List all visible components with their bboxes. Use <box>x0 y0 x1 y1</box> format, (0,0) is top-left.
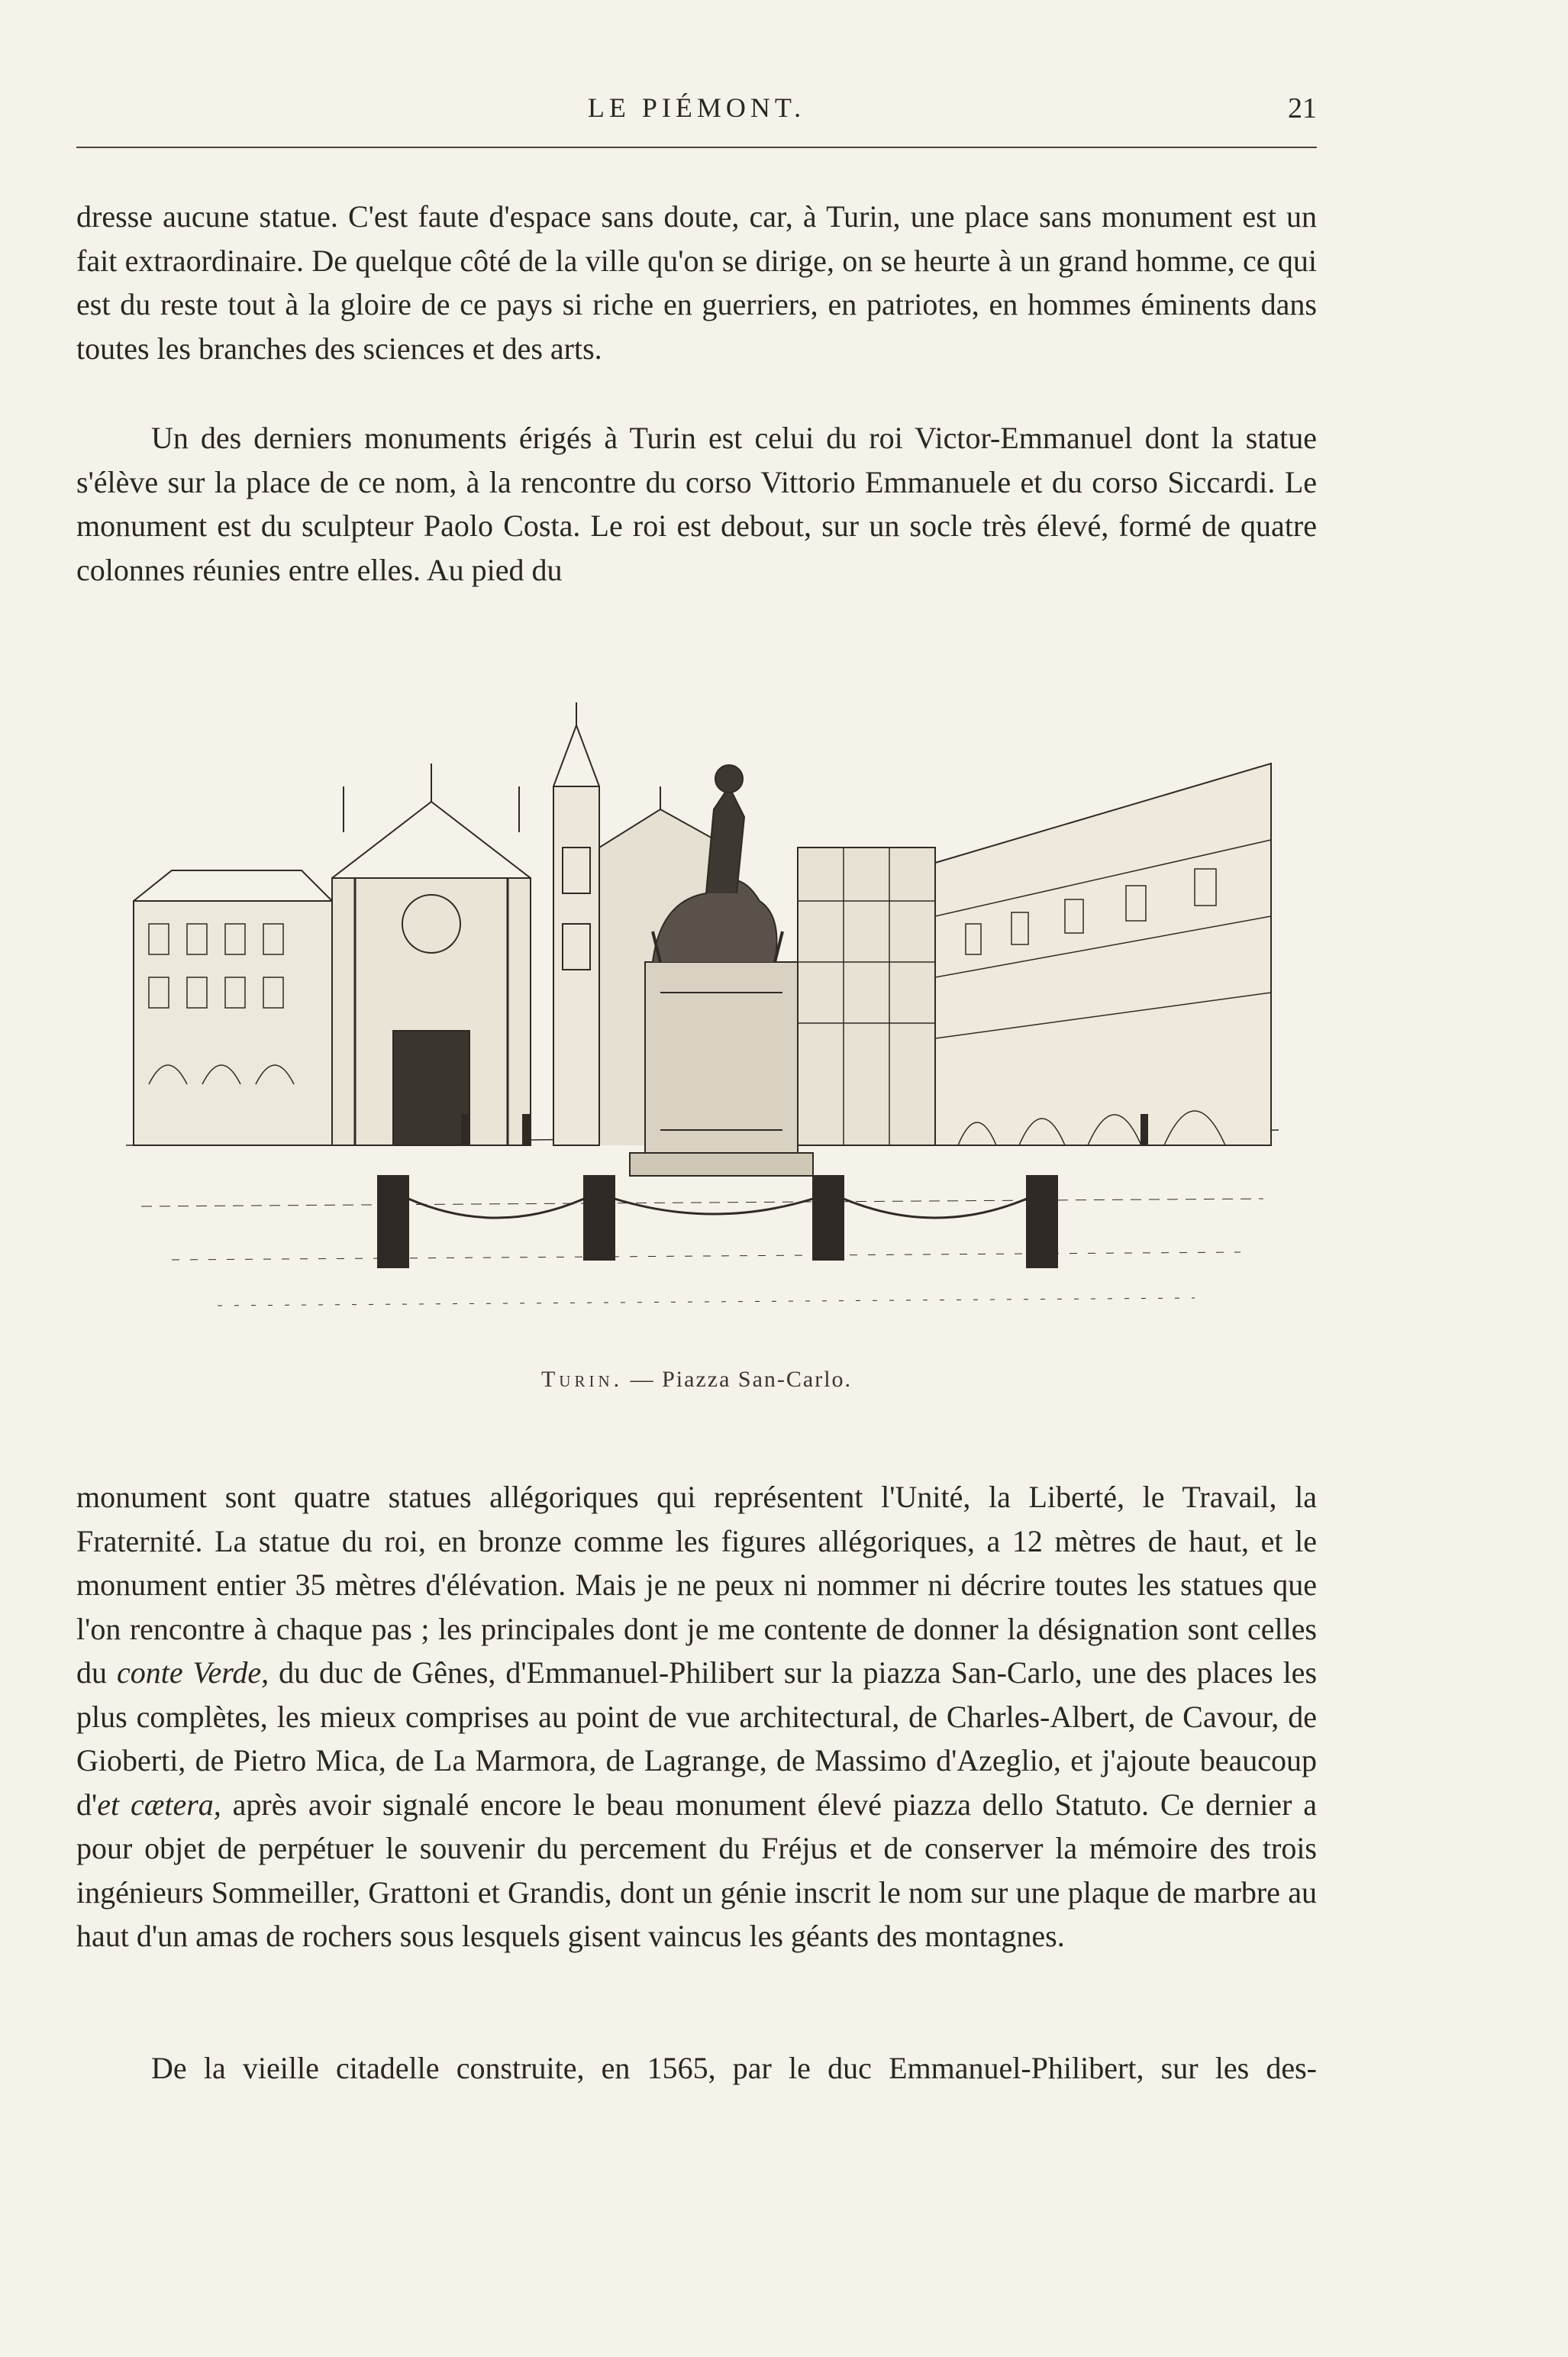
page-number: 21 <box>1288 92 1317 124</box>
caption-city: Turin. <box>540 1367 624 1392</box>
paragraph-3 <box>76 1475 1317 1958</box>
caption-place: Piazza San-Carlo. <box>662 1367 853 1392</box>
paragraph-2: Un des derniers monuments érigés à Turin est celui du roi Victor-Emmanuel dont la statue s'élève sur la place de ce nom, à la rencontre du corso Vittorio Emmanuele et du corso Siccardi. Le monument est du sculpteur Paolo Costa. Le roi est debout, sur un socle très élevé, formé de quatre colonnes réunies entre elles. Au pied du <box>76 421 1317 587</box>
italic-conte-verde: conte Verde, <box>116 1655 269 1690</box>
figure-caption <box>76 1367 1317 1393</box>
header-rule <box>76 147 1317 148</box>
paragraph-4: De la vieille citadelle construite, en 1565, par le duc Emmanuel-Philibert, sur les des- <box>151 2051 1317 2085</box>
engraving-piazza-san-carlo <box>126 672 1279 1359</box>
paragraph-3-part-c: après avoir signalé encore le beau monument élevé piazza dello Statuto. Ce dernier a pour objet de perpétuer le souvenir du percement du Fréjus et de conserver la mémoire des trois ingénieurs Sommeiller, Grattoni et Grandis, dont un génie inscrit le nom sur une plaque de marbre au haut d'un amas de rochers sous lesquels gisent vaincus les géants des montagnes. <box>76 1787 1317 1953</box>
caption-separator: — <box>623 1367 663 1392</box>
italic-et-caetera: et cætera, <box>97 1787 221 1822</box>
running-head <box>76 92 1317 137</box>
paragraph-1: dresse aucune statue. C'est faute d'espace sans doute, car, à Turin, une place sans monument est un fait extraordinaire. De quelque côté de la ville qu'on se dirige, on se heurte à un grand homme, ce qui est du reste tout à la gloire de ce pays si riche en guerriers, en patriotes, en hommes éminents dans toutes les branches des sciences et des arts. <box>76 199 1317 366</box>
running-title: LE PIÉMONT. <box>587 92 806 123</box>
paragraph-3-part-b: du duc de Gênes, d'Emmanuel-Philibert sur la piazza San-Carlo, une des places les plus complètes, les mieux comprises au point de vue architectural, de Charles-Albert, de Cavour, de Gioberti, de Pietro Mica, de La Marmora, de Lagrange, de Massimo d'Azeglio, et j'ajoute beaucoup d' <box>76 1655 1318 1822</box>
paragraph-3-part-a: monument sont quatre statues allégoriques qui représentent l'Unité, la Liberté, le Travail, la Fraternité. La statue du roi, en bronze comme les figures allégoriques, a 12 mètres de haut, et le monument entier 35 mètres d'élévation. Mais je ne peux ni nommer ni décrire toutes les statues que l'on rencontre à chaque pas ; les principales dont je me contente de donner la désignation sont celles du <box>76 1480 1317 1690</box>
